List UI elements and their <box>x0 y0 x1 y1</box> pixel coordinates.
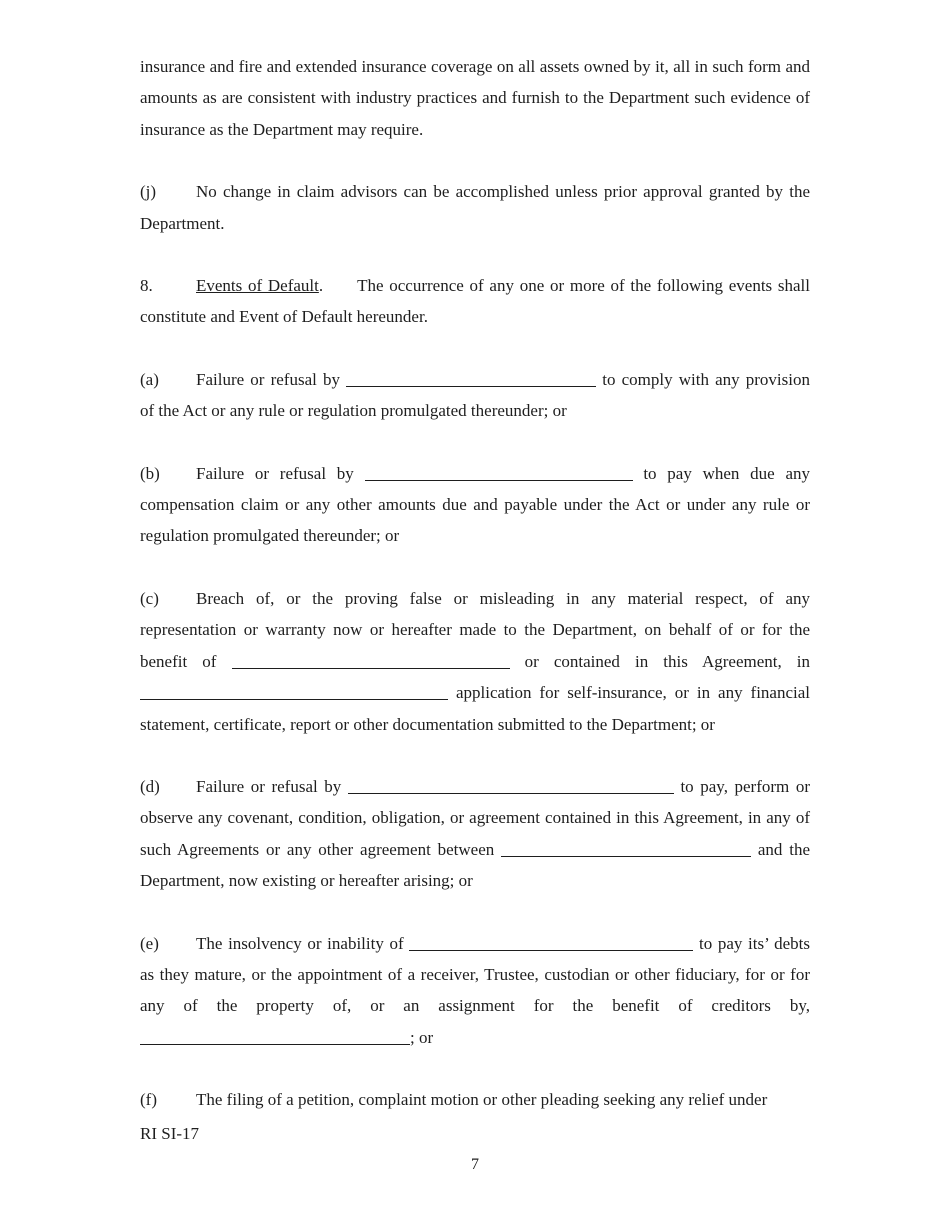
paragraph-insurance-continued <box>140 51 810 145</box>
heading-punctuation: . <box>318 276 324 296</box>
paragraph-c <box>140 583 810 740</box>
item-label: (c) <box>140 588 159 608</box>
paragraph-text: Failure or refusal by <box>196 369 340 389</box>
item-label: (a) <box>140 369 159 389</box>
page-number: 7 <box>471 1156 479 1173</box>
paragraph-text: Failure or refusal by <box>196 776 342 796</box>
item-label: (d) <box>140 776 160 796</box>
blank-line <box>232 651 510 669</box>
item-label: (f) <box>140 1090 157 1110</box>
blank-line <box>140 682 448 700</box>
paragraph-8-events-of-default <box>140 270 810 333</box>
blank-line <box>348 776 674 794</box>
item-label: (b) <box>140 463 160 483</box>
section-heading: Events of Default <box>196 276 319 296</box>
item-label: (e) <box>140 933 159 953</box>
paragraph-e <box>140 928 810 1054</box>
paragraph-text: Failure or refusal by <box>196 463 354 483</box>
paragraph-text: No change in claim advisors can be accomplished unless prior approval granted by the Department. <box>140 182 810 233</box>
paragraph-text: Breach of, or the proving false or misleading in any material respect, of any representation or warranty now or hereafter made to the Department, on behalf of or for the benefit of <box>140 588 810 671</box>
paragraph-f <box>140 1084 810 1115</box>
paragraph-b <box>140 458 810 552</box>
form-identifier: RI SI-17 <box>140 1124 200 1143</box>
blank-line <box>140 1027 410 1045</box>
paragraph-text: The insolvency or inability of <box>196 933 404 953</box>
paragraph-text: or contained in this Agreement, in <box>524 651 811 671</box>
paragraph-text: The filing of a petition, complaint motion or other pleading seeking any relief under <box>196 1090 768 1110</box>
paragraph-a <box>140 364 810 427</box>
blank-line <box>409 933 693 951</box>
paragraph-text: ; or <box>410 1027 434 1047</box>
paragraph-text: insurance and fire and extended insurance coverage on all assets owned by it, all in such form and amounts as are consistent with industry practices and furnish to the Department such evidence of insurance as the Department may require. <box>140 57 810 139</box>
paragraph-text: application for self-insurance, or in any financial statement, certificate, report or other documentation submitted to the Department; or <box>140 683 810 734</box>
blank-line <box>365 463 633 481</box>
paragraph-text: to pay its’ debts as they mature, or the appointment of a receiver, Trustee, custodian or other fiduciary, for or for any of the property of, or an assignment for the benefit of creditors by, <box>140 933 811 1016</box>
paragraph-text: and the Department, now existing or hereafter arising; or <box>140 839 811 891</box>
item-label: (j) <box>140 182 157 202</box>
blank-line <box>501 839 751 857</box>
paragraph-text: to pay when due any compensation claim or any other amounts due and payable under the Act or under any rule or regulation promulgated thereunder; or <box>140 463 810 546</box>
paragraph-d <box>140 771 810 897</box>
section-number: 8. <box>140 276 153 296</box>
paragraph-text: The occurrence of any one or more of the following events shall constitute and Event of Default hereunder. <box>140 276 810 327</box>
paragraph-text: to pay, perform or observe any covenant, condition, obligation, or agreement contained in this Agreement, in any of such Agreements or any other agreement between <box>140 776 811 859</box>
blank-line <box>346 369 596 387</box>
paragraph-text: to comply with any provision of the Act or any rule or regulation promulgated thereunder; or <box>140 369 810 421</box>
document-body <box>140 51 810 1116</box>
paragraph-j <box>140 176 810 239</box>
